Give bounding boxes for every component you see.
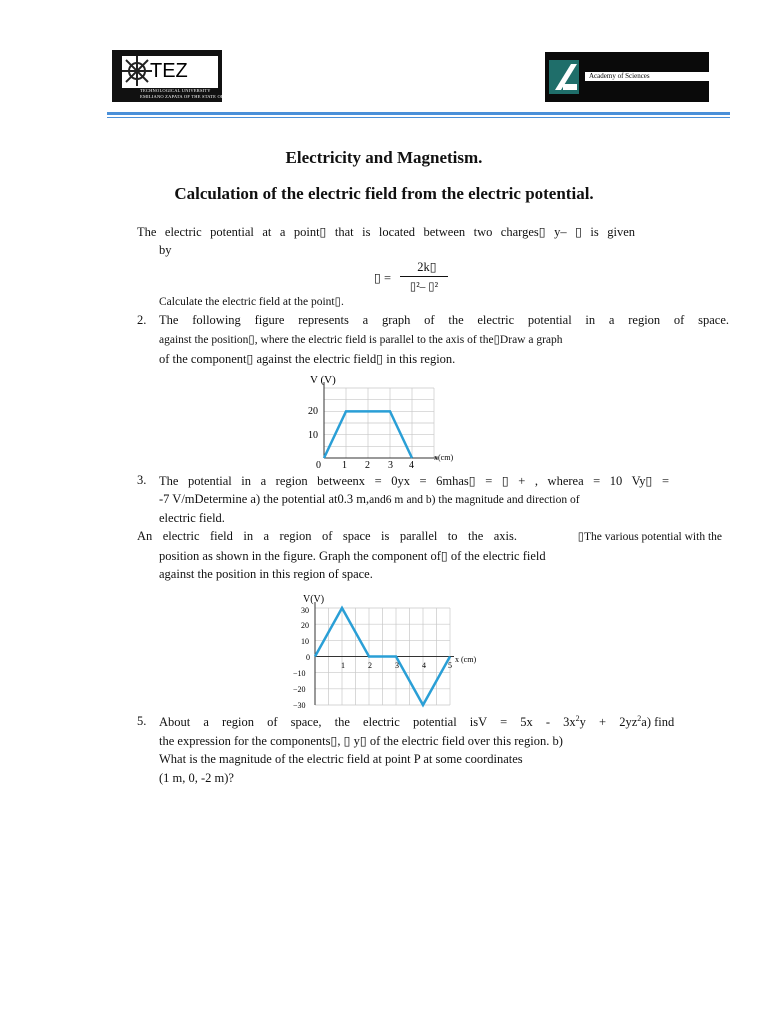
p2-number: 2. xyxy=(137,313,147,327)
academy-label: Academy of Sciences xyxy=(585,72,709,81)
p1-line2: by xyxy=(159,243,172,257)
right-logo xyxy=(545,52,709,102)
logo-subtitle-1: TECHNOLOGICAL UNIVERSITY xyxy=(140,88,211,93)
chart2-xtick-4: 4 xyxy=(422,661,426,670)
p5-line2: the expression for the components▯, ▯ y▯ of the electric field over this region. b) xyxy=(159,734,563,748)
gear-emblem-icon xyxy=(120,54,154,88)
logo-tez-text: TEZ xyxy=(150,60,188,82)
chart2-xtick-3: 3 xyxy=(395,661,399,670)
chart2-ytick-m20: −20 xyxy=(293,685,306,694)
chart2-ytick-m30: −30 xyxy=(293,701,306,710)
academy-emblem-icon xyxy=(549,60,579,94)
chart1-xtick-1: 1 xyxy=(342,460,347,471)
p2-line1: The following figure represents a graph of the electric potential in a region of space. xyxy=(159,313,729,327)
chart1-ytick-10: 10 xyxy=(308,430,318,441)
p3-line3: electric field. xyxy=(159,511,225,525)
chart2-ylabel: V(V) xyxy=(303,594,325,605)
chart2-ytick-30: 30 xyxy=(301,606,309,615)
left-logo xyxy=(112,50,248,102)
p2-line3: of the component▯ against the electric field▯ in this region. xyxy=(159,352,456,366)
document-title: Electricity and Magnetism. xyxy=(285,148,483,167)
p3-line2-c: and b) the magnitude and direction of xyxy=(406,494,580,506)
document-subtitle: Calculation of the electric field from the electric potential. xyxy=(174,184,594,203)
p2-line2: against the position▯, where the electric field is parallel to the axis of the▯Draw a graph xyxy=(159,334,563,346)
p3-line2-b: and6 m xyxy=(369,494,404,506)
chart2-xtick-2: 2 xyxy=(368,661,372,670)
p4-line1-b: ▯The various potential with the xyxy=(577,531,722,543)
p4-line2: position as shown in the figure. Graph the component of▯ of the electric field xyxy=(159,549,546,563)
fraction-bar xyxy=(400,276,448,277)
p4-line1-a: An electric field in a region of space is parallel to the axis. xyxy=(137,529,517,543)
p5-number: 5. xyxy=(137,714,147,728)
p5-sup1: 2 xyxy=(575,714,580,723)
chart2-xtick-5: 5 xyxy=(448,661,452,670)
chart1-xlabel: x(cm) xyxy=(434,453,454,462)
p5-line1-a: About a region of space, the electric potential isV = $5x - 3x^2y + 2yz^2a$) find xyxy=(159,714,675,730)
chart-potential-trapezoid xyxy=(300,368,460,472)
chart1-xtick-2: 2 xyxy=(365,460,370,471)
chart1-ytick-20: 20 xyxy=(308,406,318,417)
p4-line1 xyxy=(137,529,722,544)
p3-number: 3. xyxy=(137,473,147,487)
p1-eq-lhs: ▯ = xyxy=(374,271,392,285)
chart1-xtick-4: 4 xyxy=(409,460,414,471)
chart1-ylabel: V (V) xyxy=(310,374,336,386)
p5-line1 xyxy=(159,714,675,730)
p1-eq-denominator: ▯²– ▯² xyxy=(409,281,439,293)
p5-line4: (1 m, 0, -2 m)? xyxy=(159,771,234,785)
p4-line3: against the position in this region of space. xyxy=(159,567,373,581)
p3-line1: The potential in a region betweenx = 0yx = 6mhas▯ = ▯ + , wherea = 10 Vy▯ = xyxy=(159,474,669,488)
p5-sup2: 2 xyxy=(637,714,642,723)
chart2-xtick-1: 1 xyxy=(341,661,345,670)
header-rule-thin xyxy=(107,117,730,118)
chart-potential-zigzag xyxy=(283,591,493,711)
logo-subtitle-2: EMILIANO ZAPATA OF THE STATE OF MORELOS xyxy=(140,94,248,99)
chart2-ytick-0: 0 xyxy=(306,653,310,662)
header-rule xyxy=(107,112,730,115)
chart2-xlabel: x (cm) xyxy=(455,655,477,664)
p3-line2-a: -7 V/mDetermine a) the potential at0.3 m, xyxy=(159,492,370,506)
p5-line3: What is the magnitude of the electric field at point P at some coordinates xyxy=(159,752,523,766)
p1-line1: The electric potential at a point▯ that is located between two charges▯ y– ▯ is given xyxy=(137,225,635,239)
chart1-xtick-3: 3 xyxy=(388,460,393,471)
p1-line3: Calculate the electric field at the point▯. xyxy=(159,296,344,308)
p1-eq-numerator: 2k▯ xyxy=(417,260,437,274)
chart2-ytick-m10: −10 xyxy=(293,669,306,678)
p3-line2 xyxy=(159,492,580,507)
chart2-ytick-10: 10 xyxy=(301,637,309,646)
chart2-ytick-20: 20 xyxy=(301,621,309,630)
chart1-xtick-0: 0 xyxy=(316,460,321,471)
